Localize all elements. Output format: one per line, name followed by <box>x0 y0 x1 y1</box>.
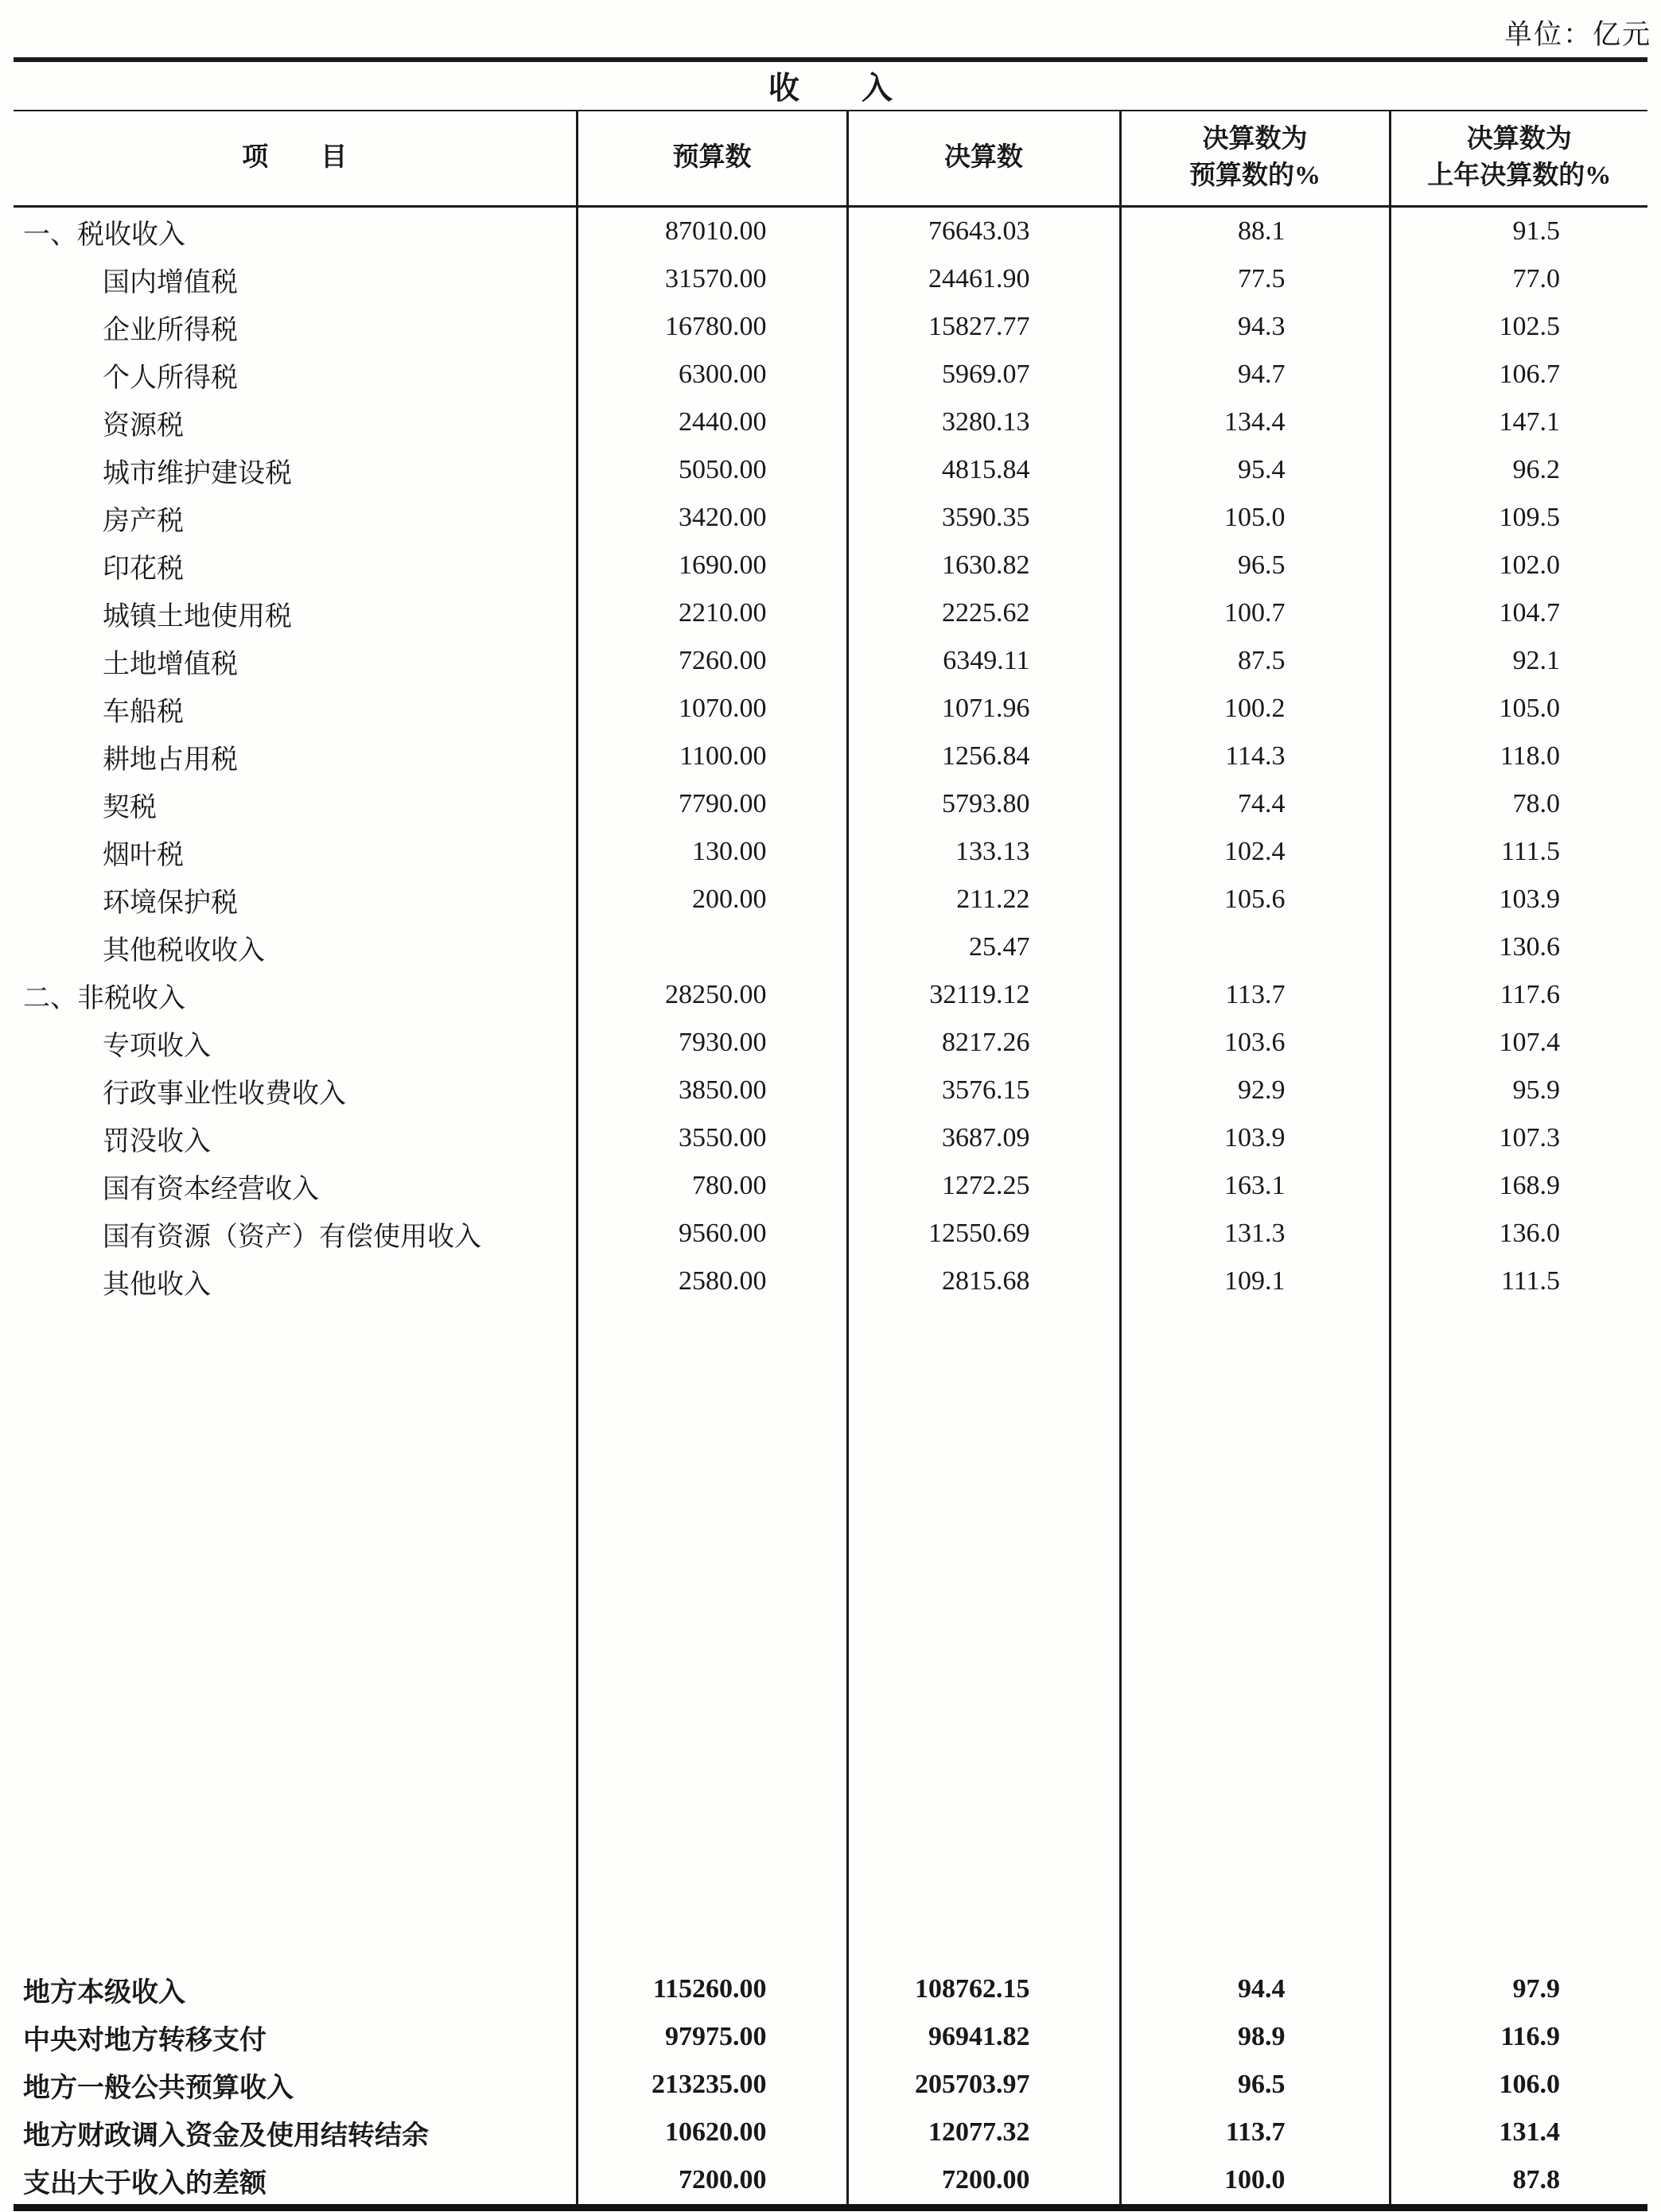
final-cell: 3687.09 <box>847 1114 1120 1162</box>
final-cell: 8217.26 <box>847 1019 1120 1067</box>
item-cell: 地方财政调入资金及使用结转结余 <box>23 2121 429 2151</box>
item-cell: 城市维护建设税 <box>103 458 292 488</box>
table-row <box>14 923 1647 971</box>
item-cell: 烟叶税 <box>103 840 184 870</box>
pct-of-budget-cell: 77.5 <box>1120 255 1390 303</box>
spacer-pct-of-budget-cell <box>1120 1305 1390 1965</box>
spacer-item-cell <box>14 1305 577 1965</box>
final-cell: 7200.00 <box>847 2156 1120 2208</box>
item-cell: 环境保护税 <box>103 888 238 918</box>
table-row <box>14 446 1647 494</box>
summary-row <box>14 2156 1647 2208</box>
table-row <box>14 1258 1647 1305</box>
table-row <box>14 876 1647 923</box>
pct-of-budget-cell: 113.7 <box>1120 971 1390 1019</box>
pct-of-prev-cell: 106.7 <box>1390 351 1647 398</box>
pct-of-budget-cell: 94.4 <box>1120 1965 1390 2013</box>
pct-of-budget-cell: 96.5 <box>1120 2061 1390 2109</box>
item-cell: 二、非税收入 <box>23 983 185 1013</box>
budget-cell <box>577 923 847 971</box>
pct-of-budget-cell: 163.1 <box>1120 1162 1390 1210</box>
budget-cell: 1070.00 <box>577 685 847 733</box>
item-cell: 国有资本经营收入 <box>103 1174 319 1204</box>
budget-cell: 5050.00 <box>577 446 847 494</box>
pct-of-prev-cell: 111.5 <box>1390 1258 1647 1305</box>
pct-of-budget-cell: 100.2 <box>1120 685 1390 733</box>
pct-of-budget-cell: 95.4 <box>1120 446 1390 494</box>
budget-cell: 28250.00 <box>577 971 847 1019</box>
pct-of-prev-cell: 102.5 <box>1390 303 1647 351</box>
table-row <box>14 303 1647 351</box>
table-header-row <box>14 111 1647 207</box>
final-cell: 2815.68 <box>847 1258 1120 1305</box>
spacer-pct-of-prev-cell <box>1390 1305 1647 1965</box>
pct-of-prev-cell: 104.7 <box>1390 589 1647 637</box>
header-pct-of-budget-line1: 决算数为 <box>1202 125 1308 154</box>
table-row <box>14 1019 1647 1067</box>
final-cell: 4815.84 <box>847 446 1120 494</box>
table-row <box>14 637 1647 685</box>
final-cell: 3590.35 <box>847 494 1120 542</box>
spacer-final-cell <box>847 1305 1120 1965</box>
pct-of-budget-cell: 102.4 <box>1120 828 1390 876</box>
budget-cell: 130.00 <box>577 828 847 876</box>
pct-of-prev-cell: 131.4 <box>1390 2109 1647 2156</box>
table-row <box>14 1067 1647 1114</box>
item-cell: 国有资源（资产）有偿使用收入 <box>103 1222 481 1252</box>
table-row <box>14 351 1647 398</box>
header-item: 项 目 <box>14 111 577 207</box>
pct-of-prev-cell: 136.0 <box>1390 1210 1647 1258</box>
item-cell: 其他收入 <box>103 1269 211 1300</box>
final-cell: 24461.90 <box>847 255 1120 303</box>
final-cell: 32119.12 <box>847 971 1120 1019</box>
final-cell: 1256.84 <box>847 733 1120 780</box>
item-cell: 房产税 <box>103 506 184 536</box>
pct-of-prev-cell: 105.0 <box>1390 685 1647 733</box>
pct-of-budget-cell: 114.3 <box>1120 733 1390 780</box>
pct-of-budget-cell <box>1120 923 1390 971</box>
budget-cell: 6300.00 <box>577 351 847 398</box>
pct-of-prev-cell: 97.9 <box>1390 1965 1647 2013</box>
table-row <box>14 207 1647 256</box>
table-row <box>14 398 1647 446</box>
item-cell: 耕地占用税 <box>103 744 238 775</box>
final-cell: 1071.96 <box>847 685 1120 733</box>
final-cell: 108762.15 <box>847 1965 1120 2013</box>
pct-of-prev-cell: 103.9 <box>1390 876 1647 923</box>
pct-of-prev-cell: 109.5 <box>1390 494 1647 542</box>
final-cell: 76643.03 <box>847 207 1120 256</box>
pct-of-prev-cell: 130.6 <box>1390 923 1647 971</box>
final-cell: 5969.07 <box>847 351 1120 398</box>
budget-cell: 9560.00 <box>577 1210 847 1258</box>
header-pct-of-budget <box>1120 111 1390 207</box>
table-row <box>14 971 1647 1019</box>
pct-of-budget-cell: 100.0 <box>1120 2156 1390 2208</box>
budget-cell: 87010.00 <box>577 207 847 256</box>
pct-of-prev-cell: 77.0 <box>1390 255 1647 303</box>
final-cell: 1272.25 <box>847 1162 1120 1210</box>
spacer-row <box>14 1305 1647 1965</box>
table-row <box>14 589 1647 637</box>
income-table <box>14 57 1647 2211</box>
item-cell: 资源税 <box>103 410 184 441</box>
spacer-budget-cell <box>577 1305 847 1965</box>
pct-of-prev-cell: 96.2 <box>1390 446 1647 494</box>
final-cell: 3576.15 <box>847 1067 1120 1114</box>
item-cell: 专项收入 <box>103 1031 211 1061</box>
final-cell: 211.22 <box>847 876 1120 923</box>
pct-of-budget-cell: 131.3 <box>1120 1210 1390 1258</box>
pct-of-budget-cell: 100.7 <box>1120 589 1390 637</box>
summary-row <box>14 1965 1647 2013</box>
table-row <box>14 780 1647 828</box>
table-row <box>14 1114 1647 1162</box>
budget-cell: 2210.00 <box>577 589 847 637</box>
pct-of-budget-cell: 103.6 <box>1120 1019 1390 1067</box>
header-budget: 预算数 <box>577 111 847 207</box>
pct-of-budget-cell: 105.0 <box>1120 494 1390 542</box>
pct-of-budget-cell: 98.9 <box>1120 2013 1390 2061</box>
pct-of-prev-cell: 118.0 <box>1390 733 1647 780</box>
table-title-row <box>14 60 1647 111</box>
budget-cell: 7930.00 <box>577 1019 847 1067</box>
table-row <box>14 542 1647 589</box>
table-row <box>14 733 1647 780</box>
header-pct-of-prev <box>1390 111 1647 207</box>
table-row <box>14 685 1647 733</box>
pct-of-prev-cell: 107.4 <box>1390 1019 1647 1067</box>
table-row <box>14 1210 1647 1258</box>
budget-cell: 2580.00 <box>577 1258 847 1305</box>
budget-cell: 3850.00 <box>577 1067 847 1114</box>
budget-cell: 31570.00 <box>577 255 847 303</box>
pct-of-prev-cell: 102.0 <box>1390 542 1647 589</box>
pct-of-prev-cell: 78.0 <box>1390 780 1647 828</box>
header-pct-of-budget-line2: 预算数的% <box>1189 161 1321 190</box>
pct-of-prev-cell: 168.9 <box>1390 1162 1647 1210</box>
budget-cell: 7790.00 <box>577 780 847 828</box>
pct-of-budget-cell: 74.4 <box>1120 780 1390 828</box>
budget-cell: 7200.00 <box>577 2156 847 2208</box>
final-cell: 96941.82 <box>847 2013 1120 2061</box>
budget-cell: 97975.00 <box>577 2013 847 2061</box>
item-cell: 印花税 <box>103 554 184 584</box>
pct-of-prev-cell: 95.9 <box>1390 1067 1647 1114</box>
item-cell: 城镇土地使用税 <box>103 601 292 632</box>
pct-of-prev-cell: 107.3 <box>1390 1114 1647 1162</box>
pct-of-budget-cell: 109.1 <box>1120 1258 1390 1305</box>
budget-cell: 3550.00 <box>577 1114 847 1162</box>
table-row <box>14 828 1647 876</box>
pct-of-prev-cell: 111.5 <box>1390 828 1647 876</box>
budget-cell: 2440.00 <box>577 398 847 446</box>
pct-of-prev-cell: 91.5 <box>1390 207 1647 256</box>
final-cell: 12550.69 <box>847 1210 1120 1258</box>
pct-of-prev-cell: 117.6 <box>1390 971 1647 1019</box>
pct-of-budget-cell: 96.5 <box>1120 542 1390 589</box>
item-cell: 车船税 <box>103 697 184 727</box>
item-cell: 支出大于收入的差额 <box>23 2168 266 2198</box>
table-row <box>14 494 1647 542</box>
table-row <box>14 1162 1647 1210</box>
budget-cell: 7260.00 <box>577 637 847 685</box>
budget-cell: 115260.00 <box>577 1965 847 2013</box>
item-cell: 企业所得税 <box>103 315 238 345</box>
budget-cell: 780.00 <box>577 1162 847 1210</box>
budget-cell: 1100.00 <box>577 733 847 780</box>
table-title: 收 入 <box>14 60 1647 111</box>
header-pct-of-prev-line1: 决算数为 <box>1466 125 1572 154</box>
budget-cell: 16780.00 <box>577 303 847 351</box>
table-row <box>14 255 1647 303</box>
pct-of-budget-cell: 88.1 <box>1120 207 1390 256</box>
pct-of-prev-cell: 116.9 <box>1390 2013 1647 2061</box>
budget-cell: 3420.00 <box>577 494 847 542</box>
pct-of-budget-cell: 113.7 <box>1120 2109 1390 2156</box>
final-cell: 133.13 <box>847 828 1120 876</box>
pct-of-prev-cell: 92.1 <box>1390 637 1647 685</box>
pct-of-budget-cell: 103.9 <box>1120 1114 1390 1162</box>
summary-row <box>14 2109 1647 2156</box>
final-cell: 2225.62 <box>847 589 1120 637</box>
pct-of-budget-cell: 92.9 <box>1120 1067 1390 1114</box>
item-cell: 个人所得税 <box>103 363 238 393</box>
final-cell: 3280.13 <box>847 398 1120 446</box>
pct-of-prev-cell: 106.0 <box>1390 2061 1647 2109</box>
final-cell: 5793.80 <box>847 780 1120 828</box>
final-cell: 25.47 <box>847 923 1120 971</box>
budget-cell: 213235.00 <box>577 2061 847 2109</box>
item-cell: 其他税收收入 <box>103 935 265 966</box>
item-cell: 地方本级收入 <box>23 1977 185 2008</box>
pct-of-prev-cell: 87.8 <box>1390 2156 1647 2208</box>
item-cell: 国内增值税 <box>103 267 238 297</box>
item-cell: 中央对地方转移支付 <box>23 2025 266 2055</box>
item-cell: 行政事业性收费收入 <box>103 1079 346 1109</box>
header-pct-of-prev-line2: 上年决算数的% <box>1427 161 1612 190</box>
item-cell: 土地增值税 <box>103 649 238 679</box>
unit-label: 单位：亿元 <box>1503 19 1651 50</box>
item-cell: 罚没收入 <box>103 1126 211 1157</box>
pct-of-budget-cell: 134.4 <box>1120 398 1390 446</box>
item-cell: 一、税收收入 <box>23 220 185 250</box>
budget-cell: 1690.00 <box>577 542 847 589</box>
summary-row <box>14 2061 1647 2109</box>
summary-row <box>14 2013 1647 2061</box>
item-cell: 地方一般公共预算收入 <box>23 2073 294 2103</box>
budget-cell: 10620.00 <box>577 2109 847 2156</box>
final-cell: 6349.11 <box>847 637 1120 685</box>
pct-of-budget-cell: 94.7 <box>1120 351 1390 398</box>
pct-of-budget-cell: 94.3 <box>1120 303 1390 351</box>
pct-of-prev-cell: 147.1 <box>1390 398 1647 446</box>
final-cell: 1630.82 <box>847 542 1120 589</box>
item-cell: 契税 <box>103 792 157 822</box>
final-cell: 205703.97 <box>847 2061 1120 2109</box>
final-cell: 15827.77 <box>847 303 1120 351</box>
pct-of-budget-cell: 87.5 <box>1120 637 1390 685</box>
pct-of-budget-cell: 105.6 <box>1120 876 1390 923</box>
final-cell: 12077.32 <box>847 2109 1120 2156</box>
budget-cell: 200.00 <box>577 876 847 923</box>
header-final: 决算数 <box>847 111 1120 207</box>
